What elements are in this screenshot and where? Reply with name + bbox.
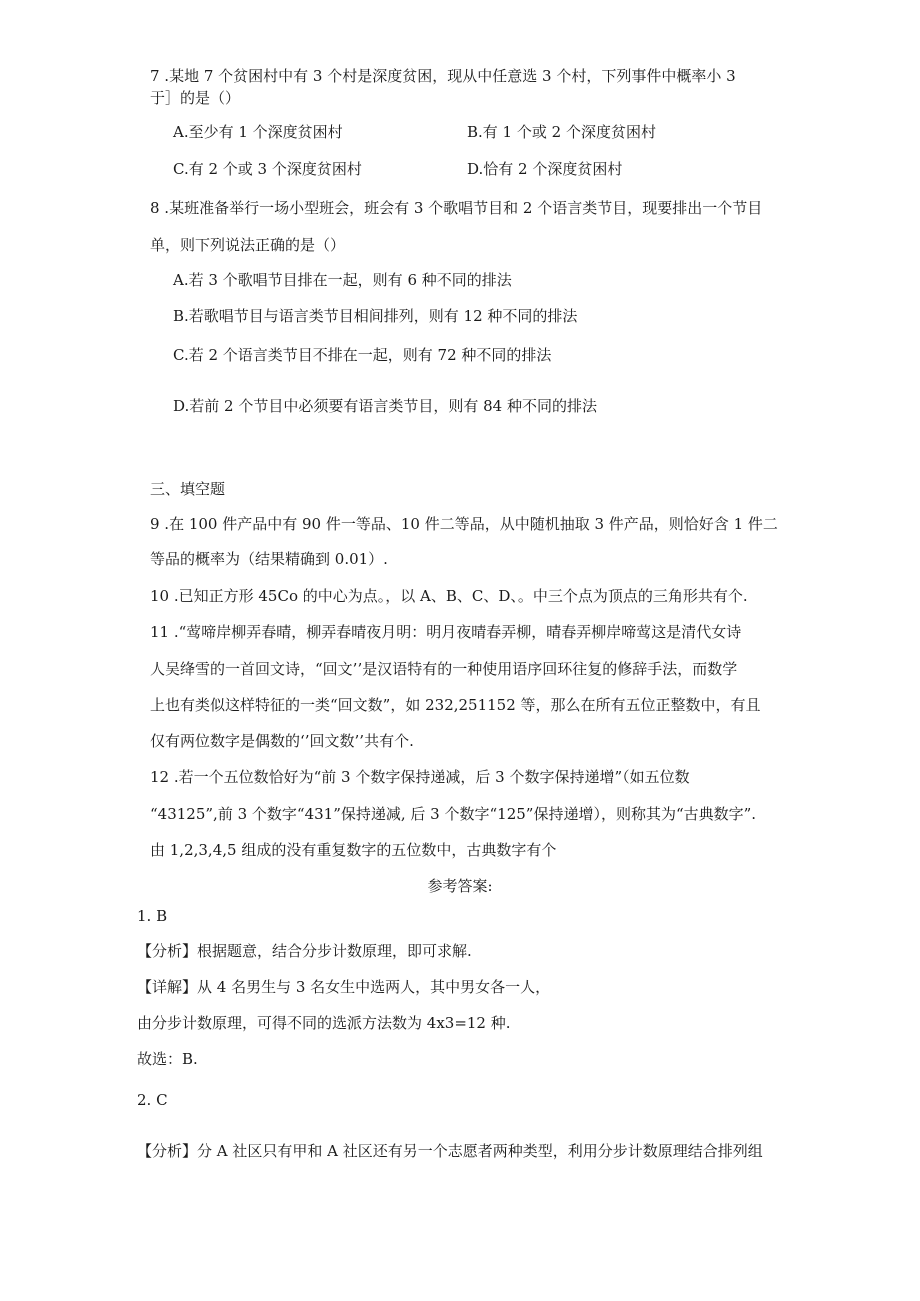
q7-option-b: B.有 1 个或 2 个深度贫困村: [467, 123, 656, 141]
q8-option-b: B.若歌唱节目与语言类节目相间排列，则有 12 种不同的排法: [173, 307, 578, 325]
q9-line2: 等品的概率为（结果精确到 0.01）.: [150, 550, 388, 568]
q12-line1: 12 .若一个五位数恰好为“前 3 个数字保持递减，后 3 个数字保持递增”（如五位数: [150, 768, 690, 786]
q8-option-a: A.若 3 个歌唱节目排在一起，则有 6 种不同的排法: [173, 271, 512, 289]
answers-title: 参考答案:: [427, 877, 493, 895]
a1-detail-2: 由分步计数原理，可得不同的选派方法数为 4x3=12 种.: [137, 1014, 511, 1032]
q11-line4: 仅有两位数字是偶数的‘’回文数’’共有个.: [150, 732, 414, 750]
a2-analysis: 【分析】分 A 社区只有甲和 A 社区还有另一个志愿者两种类型，利用分步计数原理结合排列组: [137, 1142, 763, 1160]
section-fill-in-heading: 三、填空题: [150, 480, 226, 498]
q7-option-c: C.有 2 个或 3 个深度贫困村: [173, 160, 362, 178]
q11-line3: 上也有类似这样特征的一类“回文数”，如 232,251152 等，那么在所有五位正整数中，有且: [150, 696, 761, 714]
q9-line1: 9 .在 100 件产品中有 90 件一等品、10 件二等品，从中随机抽取 3 件产品，则恰好含 1 件二: [150, 515, 778, 533]
q12-line2: “43125”,前 3 个数字“431”保持递减, 后 3 个数字“125”保持递增），则称其为“古典数字”.: [150, 805, 757, 823]
q11-line2: 人吴绛雪的一首回文诗，“回文’’是汉语特有的一种使用语序回环往复的修辞手法，而数学: [150, 660, 738, 678]
q7-option-a: A.至少有 1 个深度贫困村: [173, 123, 343, 141]
q8-option-c: C.若 2 个语言类节目不排在一起，则有 72 种不同的排法: [173, 346, 552, 364]
a1-detail: 【详解】从 4 名男生与 3 名女生中选两人，其中男女各一人，: [137, 978, 551, 996]
a1-head: 1. B: [137, 907, 168, 925]
q12-line3: 由 1,2,3,4,5 组成的没有重复数字的五位数中，古典数字有个: [150, 841, 557, 859]
q8-option-d: D.若前 2 个节目中必须要有语言类节目，则有 84 种不同的排法: [173, 397, 597, 415]
q11-line1: 11 .“莺啼岸柳弄春晴，柳弄春晴夜月明：明月夜晴春弄柳，晴春弄柳岸啼莺这是清代女诗: [150, 623, 742, 641]
q8-line1: 8 .某班准备举行一场小型班会，班会有 3 个歌唱节目和 2 个语言类节目，现要排出一个节目: [150, 199, 763, 217]
q8-line2: 单，则下列说法正确的是（）: [150, 236, 346, 254]
q7-line2: 于］的是（）: [150, 89, 241, 107]
q7-option-d: D.恰有 2 个深度贫困村: [467, 160, 623, 178]
a1-analysis: 【分析】根据题意，结合分步计数原理，即可求解.: [137, 942, 472, 960]
a2-head: 2. C: [137, 1091, 168, 1109]
question-10: 10 .已知正方形 45Co 的中心为点。，以 A、B、C、D、。中三个点为顶点的三角形共有个.: [150, 587, 748, 605]
q7-line1: 7 .某地 7 个贫困村中有 3 个村是深度贫困，现从中任意选 3 个村，下列事件中概率小 3: [150, 67, 736, 85]
a1-choice: 故选：B.: [137, 1050, 198, 1068]
